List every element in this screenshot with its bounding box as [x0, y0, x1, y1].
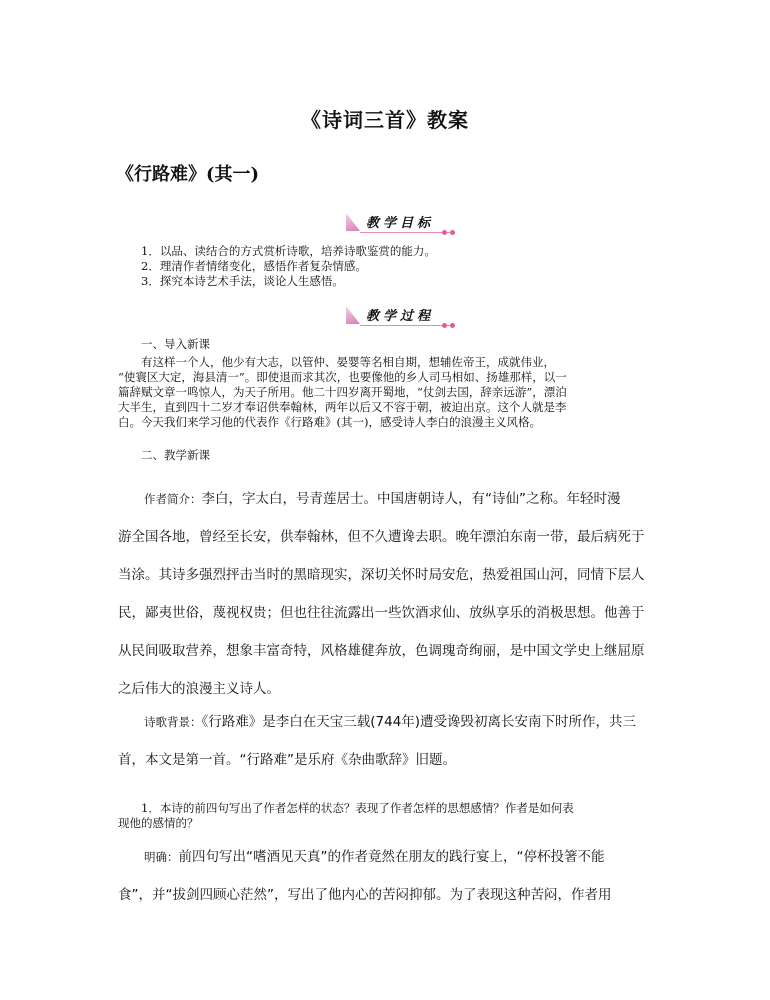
banner-dot-icon: [442, 323, 447, 328]
question-line: 1．本诗的前四句写出了作者怎样的状态？表现了作者怎样的思想感情？作者是如何表: [141, 801, 574, 815]
answer-line: [118, 838, 658, 876]
author-intro-paragraph: [118, 480, 658, 708]
intro-paragraph: [118, 355, 658, 430]
intro-line: “使寰区大定，海县清一”。即使退而求其次，也要像他的乡人司马相如、扬雄那样，以一: [118, 370, 567, 384]
author-line: 民，鄙夷世俗，蔑视权贵；但也往往流露出一些饮酒求仙、放纵享乐的消极思想。他善于: [118, 605, 645, 621]
poem-subtitle: 《行路难》(其一): [116, 164, 260, 185]
banner-underline: [360, 325, 450, 326]
question-line: 现他的感情的？: [118, 816, 199, 830]
banner-dot-icon: [442, 230, 447, 235]
goal-item: 3．探究本诗艺术手法，谈论人生感悟。: [141, 274, 344, 288]
document-title: 《诗词三首》教案: [301, 108, 469, 132]
goals-list: [118, 244, 658, 289]
answer-lead: 明确：: [144, 850, 179, 864]
intro-line: 白。今天我们来学习他的代表作《行路难》(其一)，感受诗人李白的浪漫主义风格。: [118, 415, 541, 429]
author-line: 游全国各地，曾经至长安，供奉翰林，但不久遭谗去职。晚年漂泊东南一带，最后病死于: [118, 529, 645, 545]
background-text: 《行路难》是李白在天宝三载(744年)遭受谗毁初离长安南下时所作，共三: [201, 714, 637, 730]
author-line: 之后伟大的浪漫主义诗人。: [118, 681, 280, 697]
background-line: 首，本文是第一首。“行路难”是乐府《杂曲歌辞》旧题。: [118, 752, 456, 768]
banner-dot-icon: [450, 323, 455, 328]
intro-line: 大半生，直到四十二岁才奉诏供奉翰林，两年以后又不容于朝，被迫出京。这个人就是李: [118, 400, 567, 414]
goals-banner-label: 教学目标: [366, 216, 435, 231]
author-lead: 作者简介：: [144, 492, 202, 506]
intro-line: 篇辞赋文章一鸣惊人，为天子所用。他二十四岁离开蜀地，“仗剑去国，辞亲远游”，漂泊: [118, 385, 567, 399]
section2-heading: 二、教学新课: [141, 448, 210, 462]
goal-item: 2．理清作者情绪变化，感悟作者复杂情感。: [141, 259, 367, 273]
background-paragraph: [118, 703, 658, 779]
answer-paragraph: [118, 838, 658, 914]
process-banner: [346, 305, 456, 331]
process-banner-label: 教学过程: [366, 309, 435, 324]
background-lead: 诗歌背景：: [144, 715, 202, 729]
answer-line: 食”，并“拔剑四顾心茫然”，写出了他内心的苦闷抑郁。为了表现这种苦闷，作者用: [118, 887, 612, 903]
author-line: 从民间吸取营养，想象丰富奇特，风格雄健奔放，色调瑰奇绚丽，是中国文学史上继屈原: [118, 643, 645, 659]
section1-heading: 一、导入新课: [141, 337, 210, 351]
author-line: [118, 480, 658, 518]
banner-triangle-icon: [346, 306, 360, 324]
intro-line: 有这样一个人，他少有大志，以管仲、晏婴等名相自期，想辅佐帝王，成就伟业，: [141, 355, 555, 369]
goals-banner: [346, 212, 456, 238]
banner-underline: [360, 232, 450, 233]
answer-text: 前四句写出“嗜酒见天真”的作者竟然在朋友的践行宴上，“停杯投箸不能: [178, 849, 605, 865]
author-text: 李白，字太白，号青莲居士。中国唐朝诗人，有“诗仙”之称。年轻时漫: [201, 491, 621, 507]
goal-item: 1．以品、读结合的方式赏析诗歌，培养诗歌鉴赏的能力。: [141, 244, 436, 258]
banner-dot-icon: [450, 230, 455, 235]
question-paragraph: [118, 801, 658, 831]
banner-triangle-icon: [346, 213, 360, 231]
author-line: 当涂。其诗多强烈抨击当时的黑暗现实，深切关怀时局安危，热爱祖国山河，同情下层人: [118, 567, 645, 583]
background-line: [118, 703, 658, 741]
